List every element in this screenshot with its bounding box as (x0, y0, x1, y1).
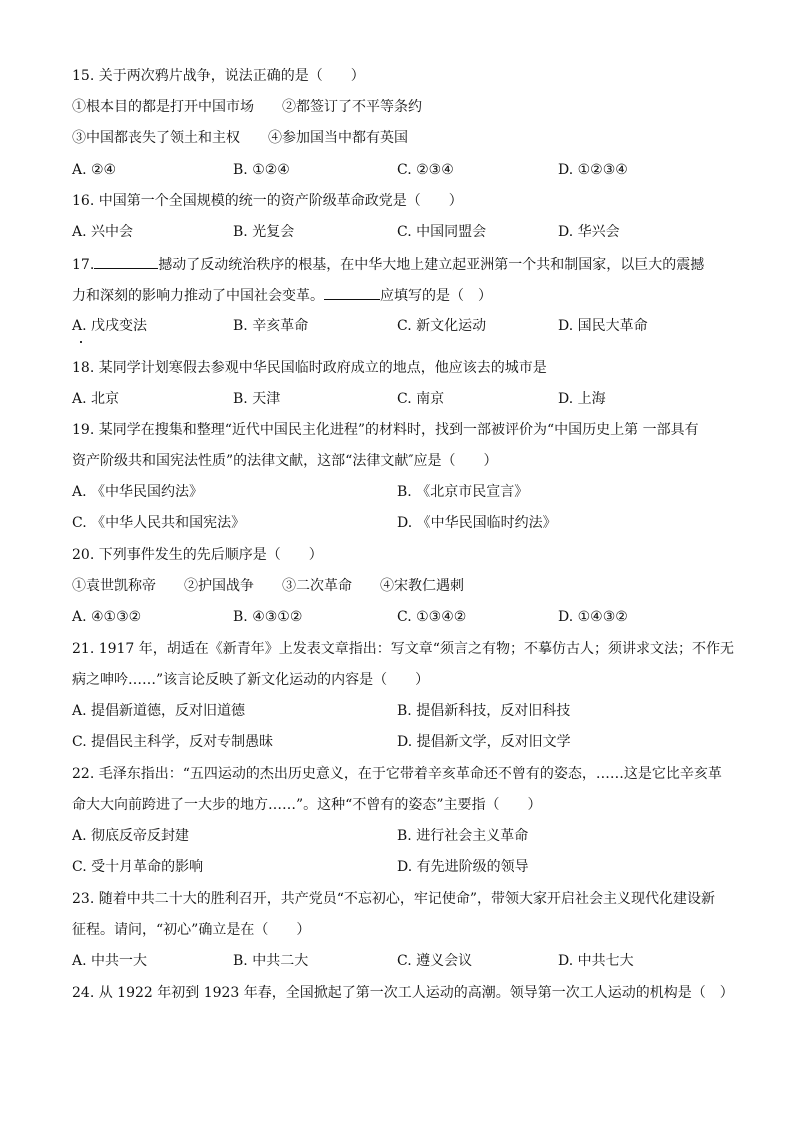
question-17-number: 17. (72, 257, 95, 273)
question-17-stem-line2 (72, 285, 492, 306)
question-20-items: ①袁世凯称帝 ②护国战争 ③二次革命 ④宋教仁遇刺 (72, 578, 464, 594)
question-23-option-a: A. 中共一大 (72, 953, 148, 969)
question-19-option-a: A. 《中华民国约法》 (72, 484, 204, 500)
question-21-option-b: B. 提倡新科技，反对旧科技 (397, 703, 571, 719)
question-20-stem: 20. 下列事件发生的先后顺序是（ ） (72, 547, 323, 563)
question-21-option-d: D. 提倡新文学，反对旧文学 (397, 734, 571, 750)
question-17-option-d: D. 国民大革命 (558, 318, 648, 334)
question-15-option-d: D. ①②③④ (558, 162, 628, 178)
question-16-option-a: A. 兴中会 (72, 224, 134, 240)
fill-in-blank-1 (94, 254, 158, 269)
question-20-option-a: A. ④①③② (72, 609, 142, 625)
question-17-stem-line1 (72, 254, 704, 275)
question-24-stem: 24. 从 1922 年初到 1923 年春，全国掀起了第一次工人运动的高潮。领导第一次工人运动的机构是（ ） (72, 985, 734, 1001)
question-23-option-d: D. 中共七大 (558, 953, 634, 969)
question-23-stem-line2: 征程。请问，“初心”确立是在（ ） (72, 922, 311, 938)
question-20-option-c: C. ①③④② (397, 609, 467, 625)
question-21-option-c: C. 提倡民主科学，反对专制愚昧 (72, 734, 274, 750)
question-19-stem-line1: 19. 某同学在搜集和整理“近代中国民主化进程”的材料时，找到一部被评价为“中国历史上第 一部具有 (72, 422, 699, 438)
question-20-option-b: B. ④③①② (233, 609, 303, 625)
stray-dot (80, 341, 82, 343)
question-17-option-a: A. 戊戌变法 (72, 318, 148, 334)
question-15-option-a: A. ②④ (72, 162, 117, 178)
question-16-option-b: B. 光复会 (233, 224, 295, 240)
question-15-stem: 15. 关于两次鸦片战争，说法正确的是（ ） (72, 68, 365, 84)
question-17-option-b: B. 辛亥革命 (233, 318, 309, 334)
question-17-line2-pre: 力和深刻的影响力推动了中国社会变革。 (72, 288, 324, 304)
question-20-option-d: D. ①④③② (558, 609, 628, 625)
question-15-items-line2: ③中国都丧失了领土和主权 ④参加国当中都有英国 (72, 130, 408, 146)
question-18-option-d: D. 上海 (558, 391, 606, 407)
question-18-option-c: C. 南京 (397, 391, 445, 407)
question-21-option-a: A. 提倡新道德，反对旧道德 (72, 703, 246, 719)
question-23-option-c: C. 遵义会议 (397, 953, 473, 969)
question-21-stem-line2: 病之呻吟……”该言论反映了新文化运动的内容是（ ） (72, 672, 430, 688)
question-22-option-b: B. 进行社会主义革命 (397, 828, 529, 844)
question-18-option-a: A. 北京 (72, 391, 120, 407)
question-17-option-c: C. 新文化运动 (397, 318, 487, 334)
question-17-stem-text: 撼动了反动统治秩序的根基，在中华大地上建立起亚洲第一个共和制国家，以巨大的震撼 (158, 257, 705, 273)
question-21-stem-line1: 21. 1917 年，胡适在《新青年》上发表文章指出：写文章“须言之有物；不摹仿古人；须讲求文法；不作无 (72, 641, 734, 657)
question-18-option-b: B. 天津 (233, 391, 281, 407)
question-22-stem-line1: 22. 毛泽东指出：“五四运动的杰出历史意义，在于它带着辛亥革命还不曾有的姿态，……这是它比辛亥革 (72, 766, 722, 782)
question-19-stem-line2: 资产阶级共和国宪法性质”的法律文献，这部“法律文献″应是（ ） (72, 453, 498, 469)
question-23-stem-line1: 23. 随着中共二十大的胜利召开，共产党员“不忘初心，牢记使命”，带领大家开启社会主义现代化建设新 (72, 891, 716, 907)
question-17-line2-post: 应填写的是（ ） (380, 288, 492, 304)
question-15-option-c: C. ②③④ (397, 162, 454, 178)
question-19-option-b: B. 《北京市民宣言》 (397, 484, 529, 500)
question-19-option-c: C. 《中华人民共和国宪法》 (72, 515, 246, 531)
question-22-option-a: A. 彻底反帝反封建 (72, 828, 190, 844)
question-18-stem: 18. 某同学计划寒假去参观中华民国临时政府成立的地点，他应该去的城市是 (72, 360, 547, 376)
question-16-stem: 16. 中国第一个全国规模的统一的资产阶级革命政党是（ ） (72, 193, 463, 209)
question-15-option-b: B. ①②④ (233, 162, 290, 178)
question-16-option-c: C. 中国同盟会 (397, 224, 487, 240)
question-22-stem-line2: 命大大向前跨进了一大步的地方……”。这种“不曾有的姿态”主要指（ ） (72, 797, 542, 813)
question-19-option-d: D. 《中华民国临时约法》 (397, 515, 557, 531)
question-22-option-d: D. 有先进阶级的领导 (397, 859, 529, 875)
question-22-option-c: C. 受十月革命的影响 (72, 859, 204, 875)
question-16-option-d: D. 华兴会 (558, 224, 620, 240)
question-23-option-b: B. 中共二大 (233, 953, 309, 969)
question-15-items-line1: ①根本目的都是打开中国市场 ②都签订了不平等条约 (72, 99, 422, 115)
fill-in-blank-2 (324, 285, 380, 300)
